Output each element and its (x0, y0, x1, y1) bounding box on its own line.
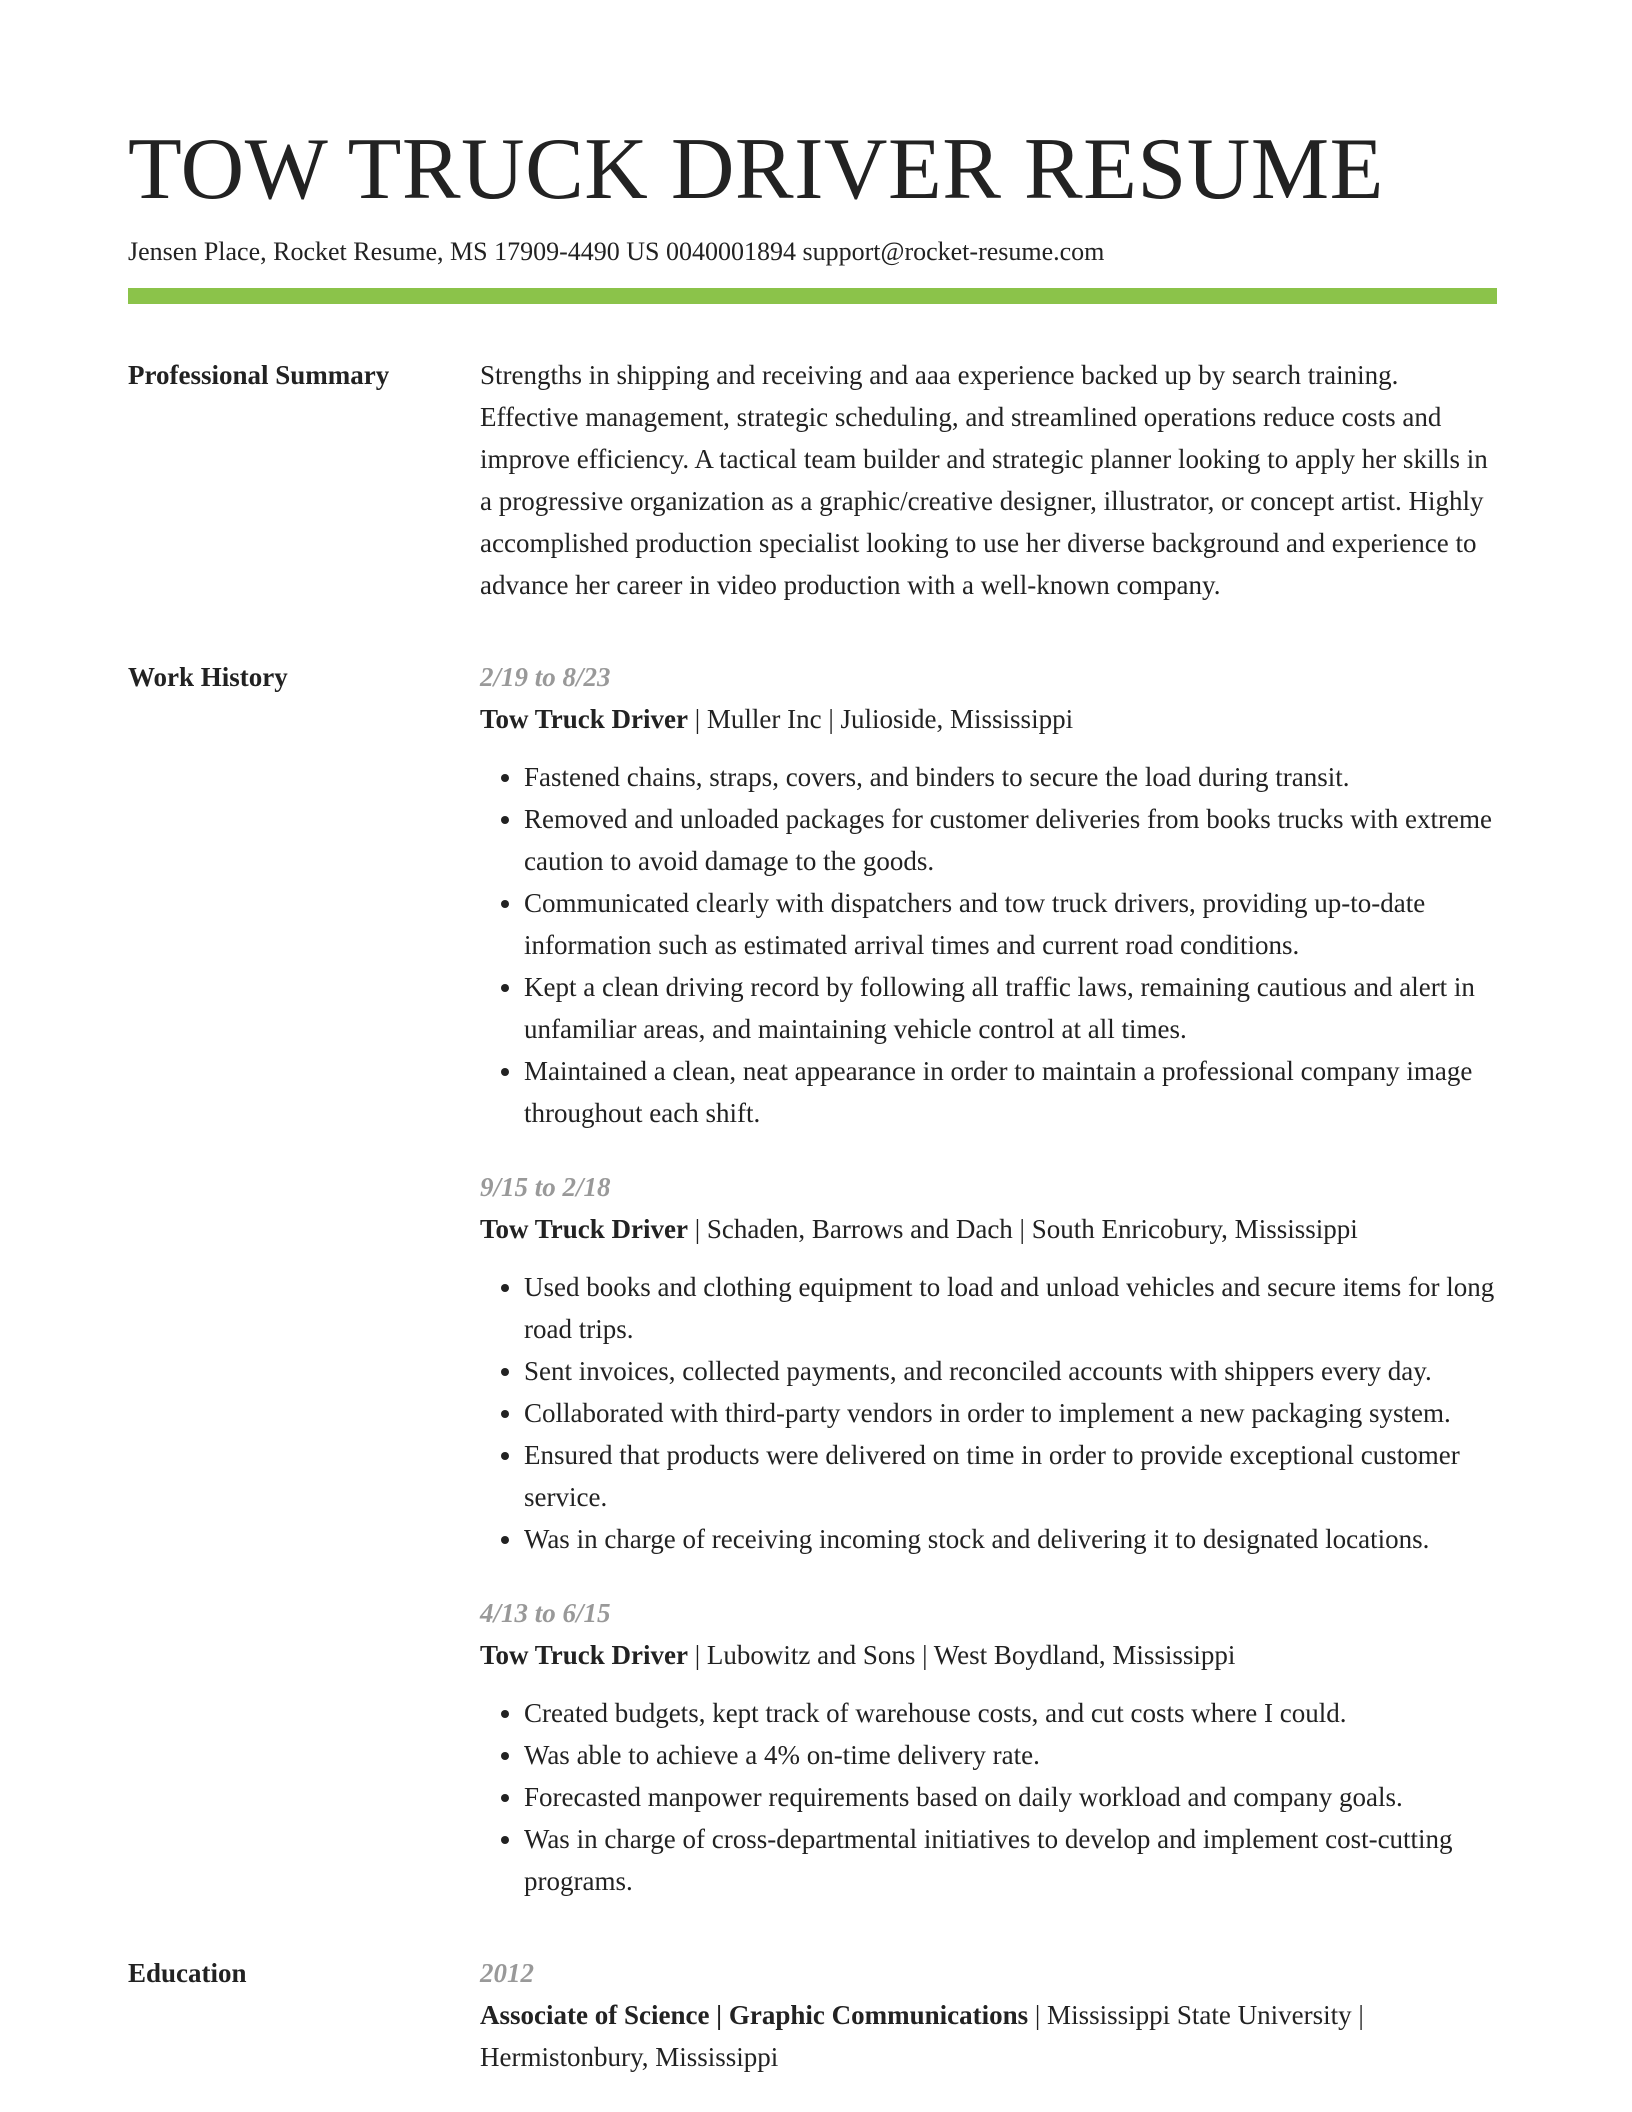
job-title: Tow Truck Driver (480, 704, 688, 734)
education-year: 2012 (480, 1958, 534, 1988)
job-entry (480, 1592, 1497, 1902)
job-heading (480, 1208, 1497, 1250)
job-details: | Schaden, Barrows and Dach | South Enricobury, Mississippi (688, 1214, 1358, 1244)
job-bullet: • Was in charge of cross-departmental initiatives to develop and implement cost-cutting programs. (524, 1818, 1497, 1902)
education-section (128, 1952, 1497, 2078)
summary-text: Strengths in shipping and receiving and aaa experience backed up by search training. Effective management, strategic scheduling, and streamlined operations reduce costs and improve efficiency. A tactical team builder and strategic planner looking to apply her skills in a progressive organization as a graphic/creative designer, illustrator, or concept artist. Highly accomplished production specialist looking to use her diverse background and experience to advance her career in video production with a well-known company. (480, 360, 1488, 600)
section-label-work: Work History (128, 662, 288, 692)
job-title: Tow Truck Driver (480, 1640, 688, 1670)
job-entry (480, 656, 1497, 1134)
job-bullet: • Communicated clearly with dispatchers and tow truck drivers, providing up-to-date information such as estimated arrival times and current road conditions. (524, 882, 1497, 966)
job-bullet: • Ensured that products were delivered on time in order to provide exceptional customer service. (524, 1434, 1497, 1518)
degree-name: Associate of Science | Graphic Communications (480, 2000, 1029, 2030)
resume-title: TOW TRUCK DRIVER RESUME (128, 121, 1384, 218)
professional-summary-section (128, 354, 1497, 606)
job-details: | Lubowitz and Sons | West Boydland, Mississippi (688, 1640, 1236, 1670)
section-body-work (480, 656, 1497, 1902)
work-history-section (128, 656, 1497, 1902)
contact-line: Jensen Place, Rocket Resume, MS 17909-4490 US 0040001894 support@rocket-resume.com (128, 237, 1105, 266)
job-details: | Muller Inc | Julioside, Mississippi (688, 704, 1074, 734)
education-details: | Mississippi State University | Hermistonbury, Mississippi (480, 2000, 1364, 2072)
job-heading (480, 698, 1497, 740)
accent-divider (128, 288, 1497, 304)
section-body-education (480, 1952, 1497, 2078)
section-body-summary (480, 354, 1497, 606)
job-dates: 9/15 to 2/18 (480, 1172, 611, 1202)
job-bullet: • Kept a clean driving record by following all traffic laws, remaining cautious and alert in unfamiliar areas, and maintaining vehicle control at all times. (524, 966, 1497, 1050)
job-bullet: • Was able to achieve a 4% on-time delivery rate. (524, 1734, 1497, 1776)
job-dates: 2/19 to 8/23 (480, 662, 611, 692)
job-bullets (480, 756, 1497, 1134)
job-bullet: • Maintained a clean, neat appearance in order to maintain a professional company image throughout each shift. (524, 1050, 1497, 1134)
job-bullets (480, 1266, 1497, 1560)
job-bullet: • Created budgets, kept track of warehouse costs, and cut costs where I could. (524, 1692, 1497, 1734)
job-bullet: • Was in charge of receiving incoming stock and delivering it to designated locations. (524, 1518, 1497, 1560)
education-heading (480, 1994, 1497, 2078)
section-label-education: Education (128, 1958, 247, 1988)
job-entry (480, 1166, 1497, 1560)
section-label-summary: Professional Summary (128, 360, 390, 390)
job-title: Tow Truck Driver (480, 1214, 688, 1244)
job-dates: 4/13 to 6/15 (480, 1598, 611, 1628)
job-bullet: • Removed and unloaded packages for customer deliveries from books trucks with extreme caution to avoid damage to the goods. (524, 798, 1497, 882)
job-bullet: • Sent invoices, collected payments, and reconciled accounts with shippers every day. (524, 1350, 1497, 1392)
job-heading (480, 1634, 1497, 1676)
job-bullet: • Fastened chains, straps, covers, and binders to secure the load during transit. (524, 756, 1497, 798)
job-bullet: • Forecasted manpower requirements based on daily workload and company goals. (524, 1776, 1497, 1818)
job-bullets (480, 1692, 1497, 1902)
job-bullet: • Collaborated with third-party vendors in order to implement a new packaging system. (524, 1392, 1497, 1434)
job-bullet: • Used books and clothing equipment to load and unload vehicles and secure items for long road trips. (524, 1266, 1497, 1350)
